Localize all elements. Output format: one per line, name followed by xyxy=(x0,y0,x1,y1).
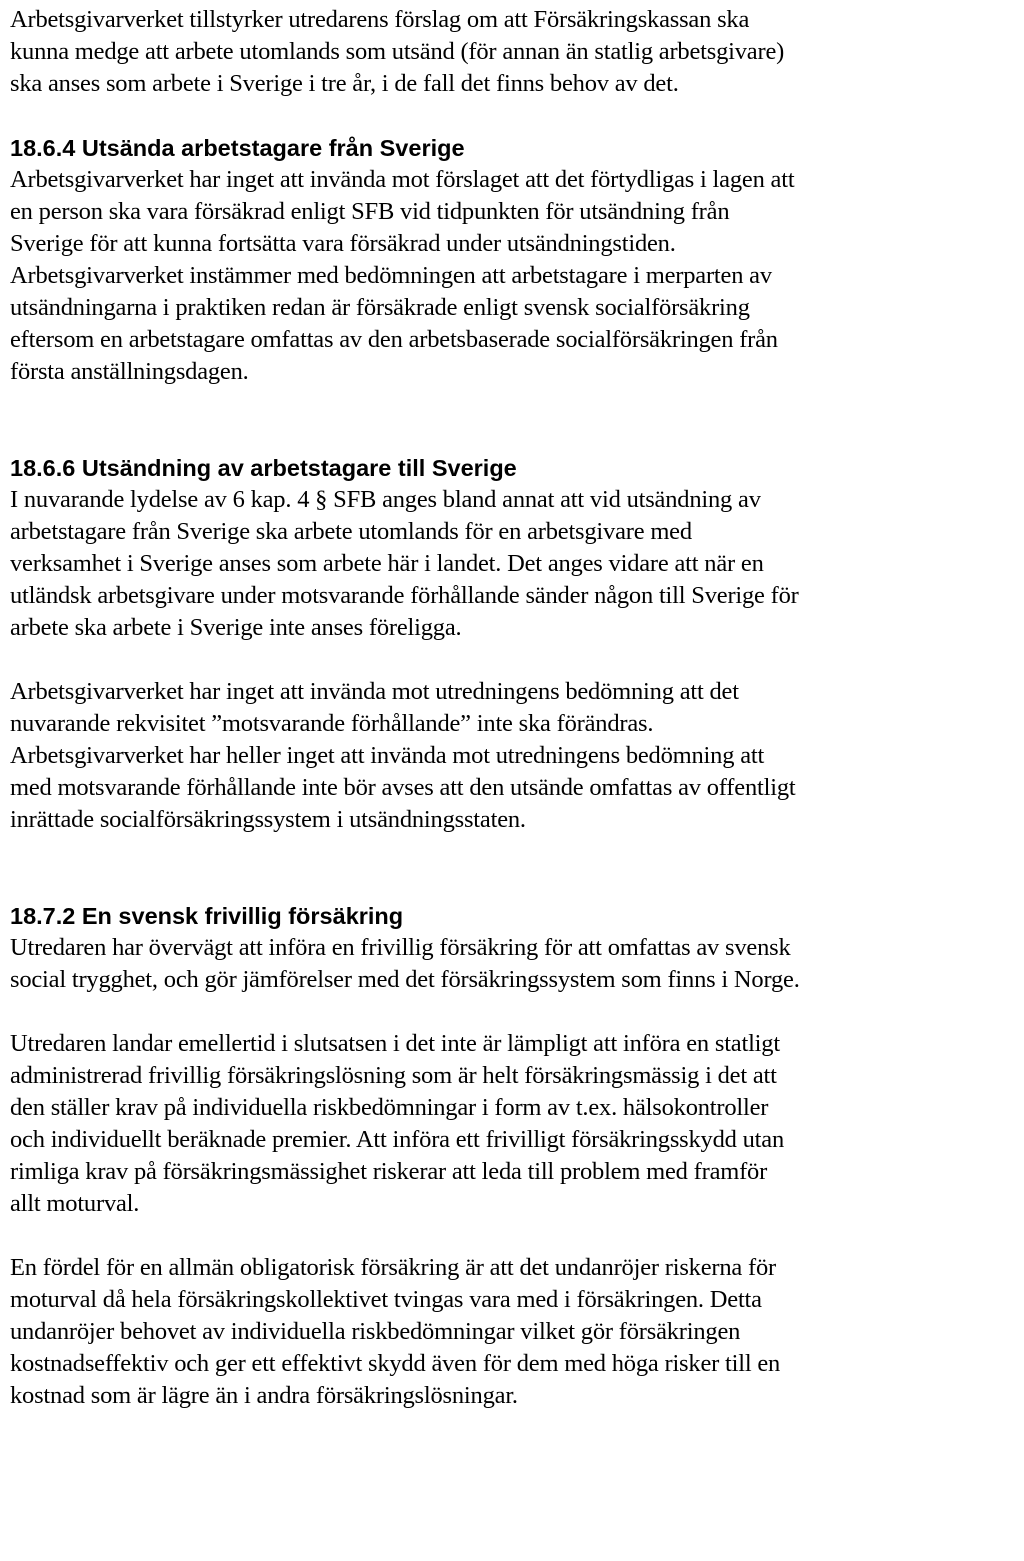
text-line: nuvarande rekvisitet ”motsvarande förhållande” inte ska förändras. xyxy=(10,710,654,737)
text-line: första anställningsdagen. xyxy=(10,358,249,385)
section-heading-18-6-4: 18.6.4 Utsända arbetstagare från Sverige xyxy=(10,135,465,161)
section-18-7-2-paragraph-3 xyxy=(10,1252,1020,1412)
text-line: med motsvarande förhållande inte bör avses att den utsände omfattas av offentligt xyxy=(10,774,796,801)
text-line: moturval då hela försäkringskollektivet tvingas vara med i försäkringen. Detta xyxy=(10,1286,762,1313)
text-line: en person ska vara försäkrad enligt SFB vid tidpunkten för utsändning från xyxy=(10,198,730,225)
text-line: arbetstagare från Sverige ska arbete utomlands för en arbetsgivare med xyxy=(10,518,692,545)
text-line: kostnadseffektiv och ger ett effektivt skydd även för dem med höga risker till en xyxy=(10,1350,781,1377)
text-line: Utredaren har övervägt att införa en frivillig försäkring för att omfattas av svensk xyxy=(10,934,791,961)
text-line: I nuvarande lydelse av 6 kap. 4 § SFB anges bland annat att vid utsändning av xyxy=(10,486,761,513)
section-18-7-2-paragraph-2 xyxy=(10,1028,1020,1220)
text-line: Utredaren landar emellertid i slutsatsen i det inte är lämpligt att införa en statligt xyxy=(10,1030,780,1057)
text-line: Sverige för att kunna fortsätta vara försäkrad under utsändningstiden. xyxy=(10,230,676,257)
text-line: kostnad som är lägre än i andra försäkringslösningar. xyxy=(10,1382,518,1409)
section-heading-18-7-2: 18.7.2 En svensk frivillig försäkring xyxy=(10,903,404,929)
text-line: Arbetsgivarverket instämmer med bedömningen att arbetstagare i merparten av xyxy=(10,262,772,289)
text-line: och individuellt beräknade premier. Att införa ett frivilligt försäkringsskydd utan xyxy=(10,1126,785,1153)
text-line: social trygghet, och gör jämförelser med det försäkringssystem som finns i Norge. xyxy=(10,966,800,993)
text-line: undanröjer behovet av individuella riskbedömningar vilket gör försäkringen xyxy=(10,1318,741,1345)
text-line: Arbetsgivarverket tillstyrker utredarens förslag om att Försäkringskassan ska xyxy=(10,6,750,33)
document-page xyxy=(10,4,1020,1412)
section-18-6-6-paragraph-2 xyxy=(10,676,1020,836)
text-line: En fördel för en allmän obligatorisk försäkring är att det undanröjer riskerna för xyxy=(10,1254,776,1281)
text-line: verksamhet i Sverige anses som arbete här i landet. Det anges vidare att när en xyxy=(10,550,764,577)
section-18-6-4-paragraph-2 xyxy=(10,260,1020,388)
section-18-6-4-paragraph-1 xyxy=(10,164,1020,260)
text-line: eftersom en arbetstagare omfattas av den arbetsbaserade socialförsäkringen från xyxy=(10,326,778,353)
text-line: arbete ska arbete i Sverige inte anses föreligga. xyxy=(10,614,462,641)
section-heading-18-6-6: 18.6.6 Utsändning av arbetstagare till Sverige xyxy=(10,455,517,481)
section-18-6-6-paragraph-1 xyxy=(10,484,1020,644)
text-line: ska anses som arbete i Sverige i tre år, i de fall det finns behov av det. xyxy=(10,70,679,97)
intro-paragraph xyxy=(10,4,1020,100)
text-line: kunna medge att arbete utomlands som utsänd (för annan än statlig arbetsgivare) xyxy=(10,38,785,65)
text-line: Arbetsgivarverket har inget att invända mot förslaget att det förtydligas i lagen att xyxy=(10,166,795,193)
text-line: rimliga krav på försäkringsmässighet riskerar att leda till problem med framför xyxy=(10,1158,768,1185)
text-line: Arbetsgivarverket har inget att invända mot utredningens bedömning att det xyxy=(10,678,739,705)
text-line: utsändningarna i praktiken redan är försäkrade enligt svensk socialförsäkring xyxy=(10,294,750,321)
text-line: den ställer krav på individuella riskbedömningar i form av t.ex. hälsokontroller xyxy=(10,1094,769,1121)
text-line: allt moturval. xyxy=(10,1190,140,1217)
text-line: administrerad frivillig försäkringslösning som är helt försäkringsmässig i det att xyxy=(10,1062,777,1089)
text-line: utländsk arbetsgivare under motsvarande förhållande sänder någon till Sverige för xyxy=(10,582,799,609)
section-18-7-2-paragraph-1 xyxy=(10,932,1020,996)
text-line: inrättade socialförsäkringssystem i utsändningsstaten. xyxy=(10,806,526,833)
text-line: Arbetsgivarverket har heller inget att invända mot utredningens bedömning att xyxy=(10,742,765,769)
